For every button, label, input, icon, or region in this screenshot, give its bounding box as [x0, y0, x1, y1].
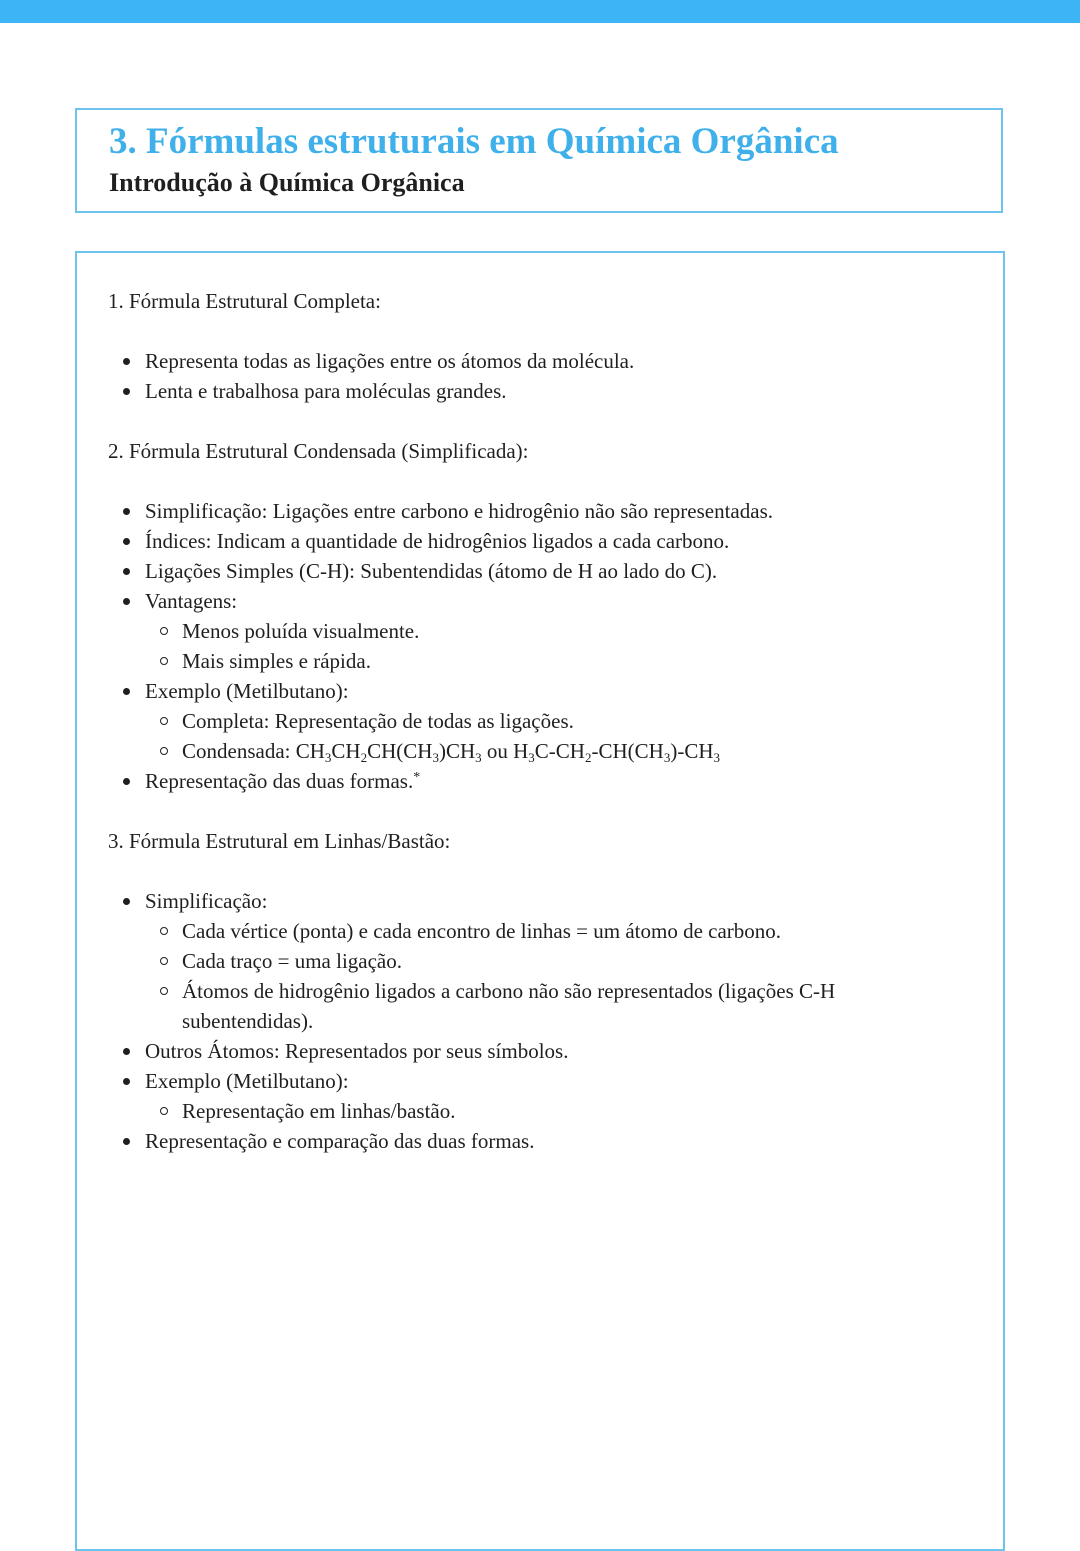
- list-item: Outros Átomos: Representados por seus símbolos.: [145, 1039, 569, 1063]
- list-item: Representação das duas formas.*: [145, 769, 421, 793]
- condensed-formula-1: $CH_3CH_2CH(CH_3)CH_3$: [295, 739, 482, 765]
- page-title: 3. Fórmulas estruturais em Química Orgânica: [109, 121, 839, 162]
- content-body: [108, 286, 928, 1156]
- section-heading-complete: 1. Fórmula Estrutural Completa:: [108, 289, 381, 313]
- section-list-complete: [108, 346, 928, 406]
- list-item: Lenta e trabalhosa para moléculas grandes.: [145, 379, 507, 403]
- sublist-exemplo-condensada: [145, 706, 928, 766]
- list-item: Índices: Indicam a quantidade de hidrogênios ligados a cada carbono.: [145, 529, 730, 553]
- sub-list-item: Cada traço = uma ligação.: [182, 949, 402, 973]
- section-heading-lines: 3. Fórmula Estrutural em Linhas/Bastão:: [108, 829, 451, 853]
- page-subtitle: Introdução à Química Orgânica: [109, 168, 465, 197]
- section-list-lines: [108, 886, 928, 1156]
- condensed-label: Condensada:: [182, 739, 291, 763]
- section-list-condensed: [108, 496, 928, 796]
- list-item: Vantagens: Menos poluída visualmente. Mais simples e rápida.: [145, 586, 928, 676]
- list-item: Exemplo (Metilbutano): Completa: Representação de todas as ligações. Condensada: $CH_3CH_2CH(CH_3)CH_3$ ou $H_3C-CH_2-CH(CH_3)-CH_3$: [145, 676, 928, 766]
- list-item: Simplificação: Ligações entre carbono e hidrogênio não são representadas.: [145, 499, 774, 523]
- sub-list-item: Menos poluída visualmente.: [182, 619, 420, 643]
- content-box: [75, 251, 1005, 1551]
- sub-list-item: Cada vértice (ponta) e cada encontro de linhas = um átomo de carbono.: [182, 919, 782, 943]
- section-heading-condensed: 2. Fórmula Estrutural Condensada (Simplificada):: [108, 439, 529, 463]
- footnote-mark: *: [413, 770, 421, 785]
- list-item: Representação e comparação das duas formas.: [145, 1129, 535, 1153]
- sublist-exemplo-linhas: [145, 1096, 928, 1126]
- sublist-simplificacao: [145, 916, 928, 1036]
- sublist-vantagens: [145, 616, 928, 676]
- list-item: Simplificação: Cada vértice (ponta) e cada encontro de linhas = um átomo de carbono. Cada traço = uma ligação. Átomos de hidrogênio ligados a carbono não são representados (ligações C-H subentendidas).: [145, 886, 928, 1036]
- list-item: Ligações Simples (C-H): Subentendidas (átomo de H ao lado do C).: [145, 559, 718, 583]
- sub-list-item: Completa: Representação de todas as ligações.: [182, 709, 574, 733]
- formula-connector: ou: [486, 739, 508, 763]
- title-box: [75, 108, 1003, 213]
- top-accent-bar: [0, 0, 1080, 23]
- list-item: Representa todas as ligações entre os átomos da molécula.: [145, 349, 635, 373]
- sub-list-item: Representação em linhas/bastão.: [182, 1099, 456, 1123]
- sub-list-item: Átomos de hidrogênio ligados a carbono não são representados (ligações C-H subentendidas).: [182, 979, 836, 1033]
- sub-list-item: Mais simples e rápida.: [182, 649, 371, 673]
- sub-list-item: [182, 736, 928, 766]
- list-item: Exemplo (Metilbutano): Representação em linhas/bastão.: [145, 1066, 928, 1126]
- condensed-formula-2: $H_3C-CH_2-CH(CH_3)-CH_3$: [513, 739, 720, 765]
